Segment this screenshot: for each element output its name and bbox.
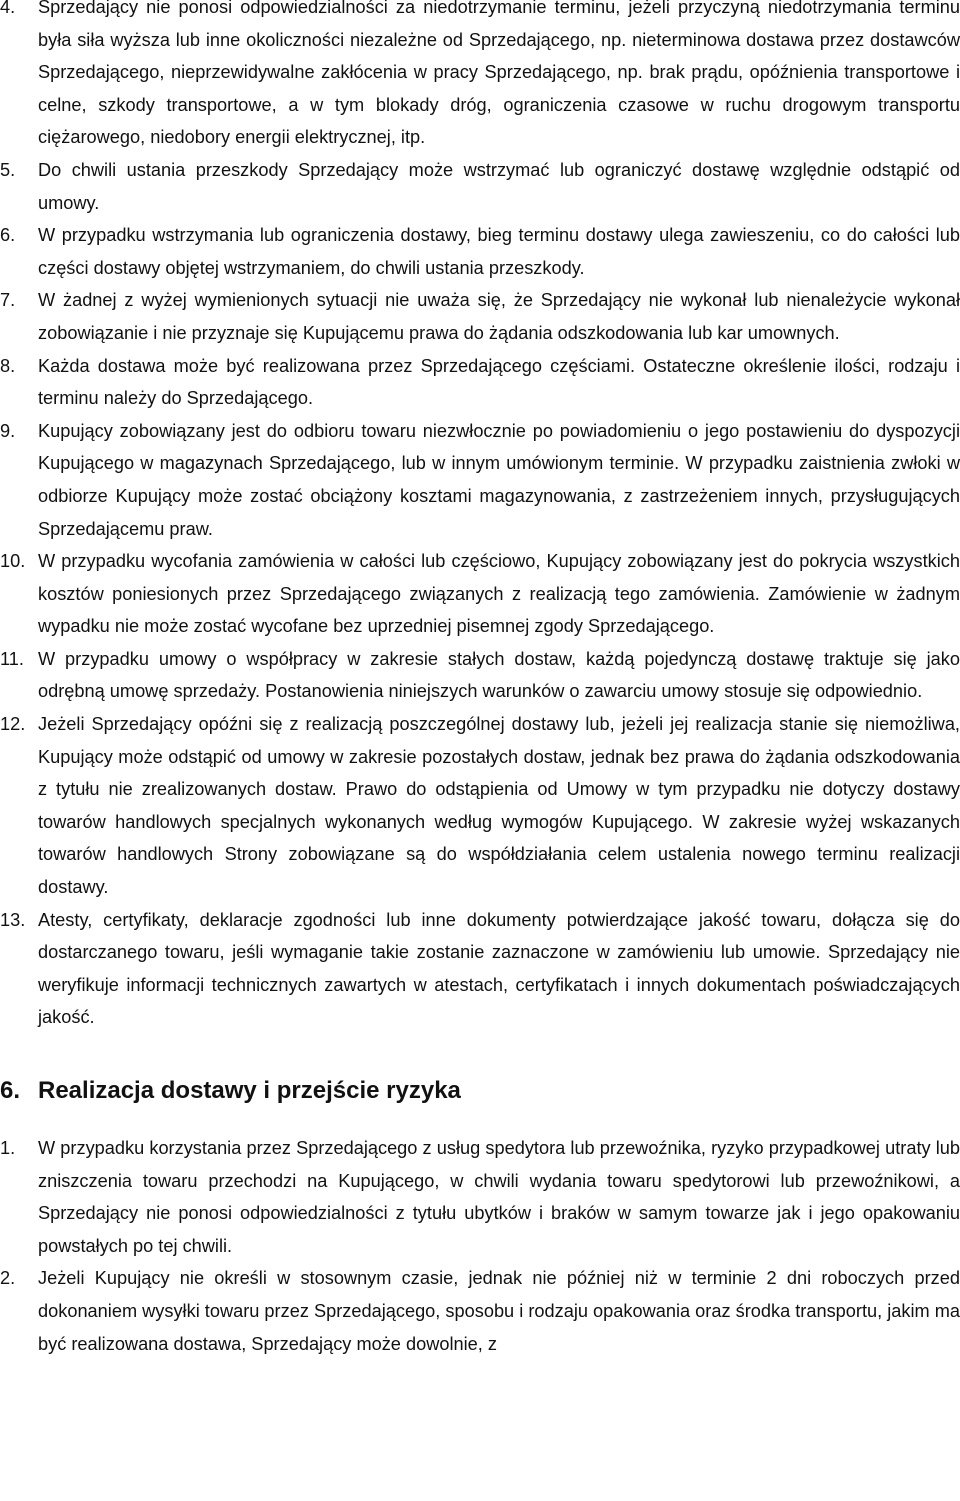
list-item-number: 5. — [0, 159, 16, 180]
list-item-12 — [0, 708, 960, 904]
list-item-number: 7. — [0, 290, 16, 311]
list-item-text: Kupujący zobowiązany jest do odbioru towaru niezwłocznie po powiadomieniu o jego postawieniu do dyspozycji Kupującego w magazynach Sprzedającego, lub w innym umówionym terminie. W przypadku zaistnienia zwłoki w odbiorze Kupujący może zostać obciążony kosztami magazynowania, z zastrzeżeniem innych, przysługujących Sprzedającemu praw. — [38, 420, 960, 539]
list-item-text: Jeżeli Sprzedający opóźni się z realizacją poszczególnej dostawy lub, jeżeli jej realizacja stanie się niemożliwa, Kupujący może odstąpić od umowy w zakresie pozostałych dostaw, jednak bez prawa do żądania odszkodowania z tytułu nie zrealizowanych dostaw. Prawo do odstąpienia od Umowy w tym przypadku nie dotyczy dostawy towarów handlowych specjalnych wykonanych według wymogów Kupującego. W zakresie wyżej wskazanych towarów handlowych Strony zobowiązane są do współdziałania celem ustalenia nowego terminu realizacji dostawy. — [38, 714, 960, 898]
list-item-1 — [0, 1132, 960, 1262]
list-item-text: W przypadku korzystania przez Sprzedającego z usług spedytora lub przewoźnika, ryzyko przypadkowej utraty lub zniszczenia towaru przechodzi na Kupującego, w chwili wydania towaru spedytorowi lub przewoźnikowi, a Sprzedający nie ponosi odpowiedzialności z tytułu ubytków i braków w samym towarze jak i jego opakowaniu powstałych po tej chwili. — [38, 1138, 960, 1256]
list-item-6 — [0, 219, 960, 284]
list-item-10 — [0, 545, 960, 643]
list-item-number: 13. — [0, 909, 26, 930]
section-number: 6. — [0, 1077, 21, 1104]
list-item-7 — [0, 284, 960, 349]
list-item-text: Atesty, certyfikaty, deklaracje zgodności lub inne dokumenty potwierdzające jakość towaru, dołącza się do dostarczanego towaru, jeśli wymaganie takie zostanie zaznaczone w zamówieniu lub umowie. Sprzedający nie weryfikuje informacji technicznych zawartych w atestach, certyfikatach i innych dokumentach poświadczających jakość. — [38, 909, 960, 1028]
list-item-number: 9. — [0, 420, 16, 441]
list-item-5 — [0, 154, 960, 219]
list-item-number: 6. — [0, 225, 16, 246]
list-item-number: 8. — [0, 355, 16, 376]
list-item-4 — [0, 0, 960, 154]
list-item-number: 1. — [0, 1138, 16, 1158]
list-item-9 — [0, 415, 960, 545]
list-item-text: Każda dostawa może być realizowana przez Sprzedającego częściami. Ostateczne określenie ilości, rodzaju i terminu należy do Sprzedającego. — [38, 355, 960, 409]
list-item-text: W przypadku wstrzymania lub ograniczenia dostawy, bieg terminu dostawy ulega zawieszeniu, co do całości lub części dostawy objętej wstrzymaniem, do chwili ustania przeszkody. — [38, 225, 960, 278]
list-item-11 — [0, 643, 960, 708]
list-item-number: 10. — [0, 551, 26, 572]
list-item-number: 11. — [0, 648, 24, 669]
list-item-text: Sprzedający nie ponosi odpowiedzialności za niedotrzymanie terminu, jeżeli przyczyną niedotrzymania terminu była siła wyższa lub inne okoliczności niezależne od Sprzedającego, np. nieterminowa dostawa przez dostawców Sprzedającego, nieprzewidywalne zakłócenia w pracy Sprzedającego, np. brak prądu, opóźnienia transportowe i celne, szkody transportowe, a w tym blokady dróg, ograniczenia czasowe w ruchu drogowym transportu ciężarowego, niedobory energii elektrycznej, itp. — [38, 0, 960, 148]
list-item-text: W przypadku wycofania zamówienia w całości lub częściowo, Kupujący zobowiązany jest do pokrycia wszystkich kosztów poniesionych przez Sprzedającego związanych z realizacją tego zamówienia. Zamówienie w żadnym wypadku nie może zostać wycofane bez uprzedniej pisemnej zgody Sprzedającego. — [38, 551, 960, 637]
list-item-number: 4. — [0, 0, 16, 17]
list-item-text: Do chwili ustania przeszkody Sprzedający może wstrzymać lub ograniczyć dostawę względnie odstąpić od umowy. — [38, 159, 960, 213]
section-heading — [0, 1074, 960, 1108]
list-item-text: Jeżeli Kupujący nie określi w stosownym czasie, jednak nie później niż w terminie 2 dni roboczych przed dokonaniem wysyłki towaru przez Sprzedającego, sposobu i rodzaju opakowania oraz środka transportu, jakim ma być realizowana dostawa, Sprzedający może dowolnie, z — [38, 1268, 960, 1354]
list-item-13 — [0, 904, 960, 1034]
list-item-number: 2. — [0, 1268, 16, 1289]
list-item-text: W żadnej z wyżej wymienionych sytuacji nie uważa się, że Sprzedający nie wykonał lub nienależycie wykonał zobowiązanie i nie przyznaje się Kupującemu prawa do żądania odszkodowania lub kar umownych. — [38, 290, 960, 343]
list-item-8 — [0, 350, 960, 415]
list-item-2 — [0, 1262, 960, 1360]
list-item-text: W przypadku umowy o współpracy w zakresie stałych dostaw, każdą pojedynczą dostawę traktuje się jako odrębną umowę sprzedaży. Postanowienia niniejszych warunków o zawarciu umowy stosuje się odpowiednio. — [38, 648, 960, 702]
section-title: Realizacja dostawy i przejście ryzyka — [38, 1077, 461, 1104]
list-item-number: 12. — [0, 714, 26, 735]
